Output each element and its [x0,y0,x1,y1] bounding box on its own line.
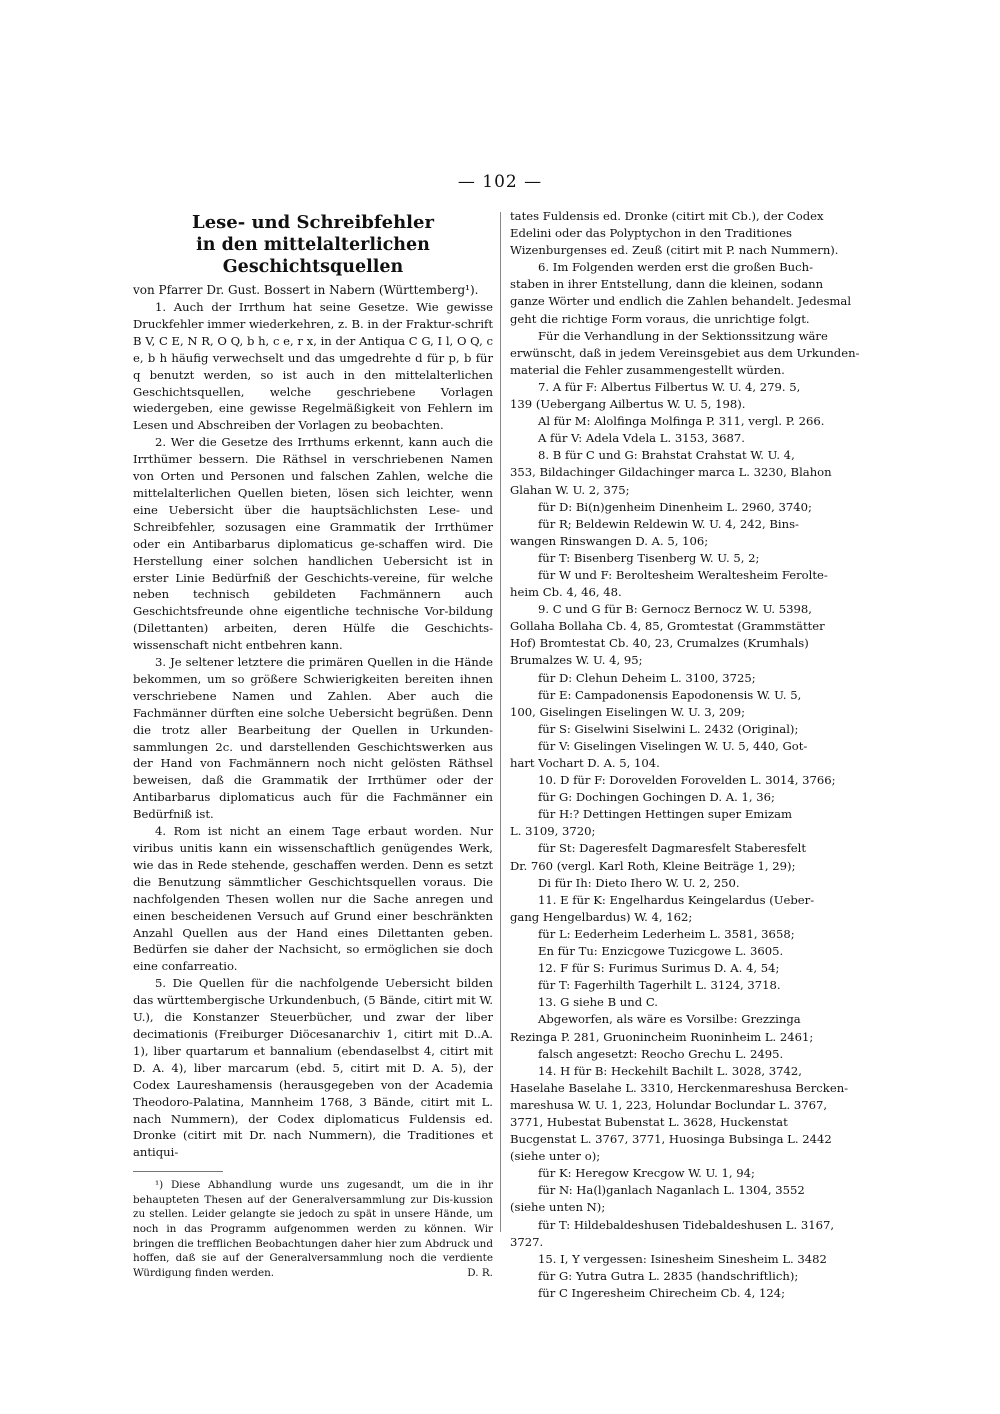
text-line: A für V: Adela Vdela L. 3153, 3687. [538,431,745,446]
text-line: für D: Bi(n)genheim Dinenheim L. 2960, 3740; [538,499,812,514]
left-column [133,208,493,1280]
text-line: für V: Giselingen Viselingen W. U. 5, 440, Got- [538,738,808,753]
text-line: L. 3109, 3720; [510,824,596,839]
text-line: (siehe unter o); [510,1149,601,1164]
text-line: für K: Heregow Krecgow W. U. 1, 94; [538,1166,755,1181]
text-line: für S: Giselwini Siselwini L. 2432 (Original); [538,721,799,736]
text-line: für L: Eederheim Lederheim L. 3581, 3658; [538,926,795,941]
text-line: für St: Dageresfelt Dagmaresfelt Staberesfelt [538,841,806,856]
column-divider [500,212,501,1232]
text-line: für T: Bisenberg Tisenberg W. U. 5, 2; [538,550,760,565]
text-line: ganze Wörter und endlich die Zahlen behandelt. Jedesmal [510,294,852,309]
text-line: Rezinga P. 281, Gruonincheim Ruoninheim L. 2461; [510,1029,814,1044]
text-line: 11. E für K: Engelhardus Keingelardus (Ueber- [538,892,815,907]
text-line: 100, Giselingen Eiselingen W. U. 3, 209; [510,704,746,719]
text-line: Edelini oder das Polyptychon in den Traditiones [510,226,793,241]
text-line: 10. D für F: Dorovelden Forovelden L. 3014, 3766; [538,773,836,788]
text-line: Für die Verhandlung in der Sektionssitzung wäre [538,328,828,343]
text-line: staben in ihrer Entstellung, dann die kleinen, sodann [510,277,824,292]
paragraph: 5. Die Quellen für die nachfolgende Uebersicht bilden das württembergische Urkundenbuch, (5 Bände, citirt mit W. U.), die Konstanzer Steuerbücher, und zwar der liber decimationis (Freiburger Diöcesanarchiv 1, citirt mit D..A. 1), liber quartarum et bannalium (ebendaselbst 4, citirt mit D. A. 4), liber marcarum (ebd. 5, citirt mit D. A. 5), der Codex Laureshamensis (herausgegeben von der Academia Theodoro-Palatina, Mannheim 1768, 3 Bände, citirt mit L. nach Nummern), der Codex diplomaticus Fuldensis ed. Dronke (citirt mit Dr. nach Nummern), die Traditiones et antiqui- [133,976,493,1160]
author-line: von Pfarrer Dr. Gust. Bossert in Nabern (Württemberg¹). [133,283,479,297]
text-line: für G: Yutra Gutra L. 2835 (handschriftlich); [538,1268,799,1283]
text-line: (siehe unten N); [510,1200,606,1215]
footnote-text: ¹) Diese Abhandlung wurde uns zugesandt, um die in ihr behaupteten Thesen auf der Generalversammlung zur Dis-kussion zu stellen. Leider gelangte sie jedoch zu spät in unsere Hände, um noch in das Programm aufgenommen werden zu können. Wir bringen die trefflichen Beobachtungen daher hier zum Abdruck und hoffen, daß sie auf der Generalversammlung noch die verdiente Würdigung finden werden. [133,1179,493,1279]
text-line: Hof) Bromtestat Cb. 40, 23, Crumalzes (Krumhals) [510,636,809,651]
text-line: 6. Im Folgenden werden erst die großen Buch- [538,260,813,275]
text-line: für T: Fagerhilth Tagerhilt L. 3124, 3718. [538,978,781,993]
text-line: Glahan W. U. 2, 375; [510,482,630,497]
article-title-line-2: in den mittelalterlichen Geschichtsquellen [196,235,430,277]
text-line: 3771, Hubestat Bubenstat L. 3628, Huckenstat [510,1114,788,1129]
text-line: Gollaha Bollaha Cb. 4, 85, Gromtestat (Grammstätter [510,619,825,634]
paragraph: 4. Rom ist nicht an einem Tage erbaut worden. Nur viribus unitis kann ein wissenschaftlich genügendes Werk, wie das in Rede stehende, geschaffen werden. Denn es setzt die Benutzung sämmtlicher Geschichtsquellen voraus. Die nachfolgenden Thesen wollen nur die Sache anregen und einen bescheidenen Versuch auf Grund einer beschränkten Anzahl Quellen aus der Hand eines Dilettanten geben. Bedürfen sie daher der Nachsicht, so ermöglichen sie doch eine confarreatio. [133,824,493,974]
paragraph: 1. Auch der Irrthum hat seine Gesetze. Wie gewisse Druckfehler immer wiederkehren, z. B. in der Fraktur-schrift B V, C E, N R, O Q, b h, c e, r x, in der Antiqua C G, I l, O Q, c e, b h häufig verwechselt und das umgedrehte d für p, b für q benutzt werden, so ist auch in den mittelalterlichen Geschichtsquellen, welche geschriebene Vorlagen wiedergeben, eine gewisse Regelmäßigkeit von Fehlern im Lesen und Abschreiben der Vorlagen zu beobachten. [133,300,493,433]
text-line: Di für Ih: Dieto Ihero W. U. 2, 250. [538,875,740,890]
text-line: Abgeworfen, als wäre es Vorsilbe: Grezzinga [538,1012,801,1027]
text-line: mareshusa W. U. 1, 223, Holundar Boclundar L. 3767, [510,1097,828,1112]
right-column [510,208,885,1302]
text-line: geht die richtige Form voraus, die unrichtige folgt. [510,311,810,326]
text-line: Haselahe Baselahe L. 3310, Herckenmareshusa Bercken- [510,1080,849,1095]
text-line: Wizenburgenses ed. Zeuß (citirt mit P. nach Nummern). [510,243,839,258]
text-line: wangen Rinswangen D. A. 5, 106; [510,533,709,548]
text-line: für R; Beldewin Reldewin W. U. 4, 242, Bins- [538,516,799,531]
text-line: 139 (Uebergang Ailbertus W. U. 5, 198). [510,397,746,412]
text-line: für C Ingeresheim Chirecheim Cb. 4, 124; [538,1285,786,1300]
text-line: für T: Hildebaldeshusen Tidebaldeshusen L. 3167, [538,1217,835,1232]
text-line: 14. H für B: Heckehilt Bachilt L. 3028, 3742, [538,1063,802,1078]
text-line: Bucgenstat L. 3767, 3771, Huosinga Bubsinga L. 2442 [510,1132,832,1147]
article-title-line-1: Lese- und Schreibfehler [192,212,434,233]
text-line: Dr. 760 (vergl. Karl Roth, Kleine Beiträge 1, 29); [510,858,796,873]
footnote-signature: D. R. [467,1266,493,1279]
text-line: 12. F für S: Furimus Surimus D. A. 4, 54; [538,961,780,976]
text-line: 353, Bildachinger Gildachinger marca L. 3230, Blahon [510,465,832,480]
text-line: Brumalzes W. U. 4, 95; [510,653,643,668]
text-line: für N: Ha(l)ganlach Naganlach L. 1304, 3552 [538,1183,805,1198]
text-line: En für Tu: Enzicgowe Tuzicgowe L. 3605. [538,944,784,959]
text-line: für D: Clehun Deheim L. 3100, 3725; [538,670,756,685]
text-line: gang Hengelbardus) W. 4, 162; [510,909,693,924]
text-line: hart Vochart D. A. 5, 104. [510,756,660,770]
text-line: Al für M: Alolfinga Molfinga P. 311, vergl. P. 266. [538,414,825,429]
paragraph: 2. Wer die Gesetze des Irrthums erkennt, kann auch die Irrthümer bessern. Die Räthsel in verschriebenen Namen von Orten und Personen und falschen Zahlen, welche die mittelalterlichen Quellen bieten, lösen sich leichter, wenn eine Uebersicht über die hauptsächlichsten Lese- und Schreibfehler, sozusagen eine Grammatik der Irrthümer oder ein Antibarbarus diplomaticus ge-schaffen wird. Die Herstellung einer solchen handlichen Uebersicht ist in erster Linie Bedürfniß der Geschichts-vereine, für welche neben technisch gebildeten Fachmännern auch Geschichtsfreunde ohne eigentliche technische Vor-bildung (Dilettanten) arbeiten, deren Hülfe die Geschichts-wissenschaft nicht entbehren kann. [133,435,493,653]
text-line: 3727. [510,1234,544,1249]
text-line: für W und F: Beroltesheim Weraltesheim Ferolte- [538,567,828,582]
footnote-rule [133,1171,223,1172]
text-line: erwünscht, daß in jedem Vereinsgebiet aus dem Urkunden- [510,345,860,360]
text-line: 13. G siehe B und C. [538,995,658,1010]
text-line: falsch angesetzt: Reocho Grechu L. 2495. [538,1046,784,1061]
paragraph: 3. Je seltener letztere die primären Quellen in die Hände bekommen, um so größere Schwierigkeiten bereiten ihnen verschriebene Namen und Zahlen. Aber auch die Fachmänner dürften eine solche Uebersicht begrüßen. Denn die trotz aller Bearbeitung der Quellen in Urkunden-sammlungen 2c. und darstellenden Geschichtswerken aus der Hand von Fachmännern noch nicht gelösten Räthsel beweisen, daß die Grammatik der Irrthümer oder der Antibarbarus diplomaticus auch für die Fachmänner ein Bedürfniß ist. [133,655,493,822]
text-line: für H:? Dettingen Hettingen super Emizam [538,807,792,822]
text-line: 7. A für F: Albertus Filbertus W. U. 4, 279. 5, [538,379,801,394]
text-line: für G: Dochingen Gochingen D. A. 1, 36; [538,790,775,805]
text-line: material die Fehler zusammengestellt würden. [510,362,785,377]
text-line: für E: Campadonensis Eapodonensis W. U. 5, [538,687,802,702]
text-line: heim Cb. 4, 46, 48. [510,585,622,600]
text-line: tates Fuldensis ed. Dronke (citirt mit Cb.), der Codex [510,209,824,223]
text-line: 9. C und G für B: Gernocz Bernocz W. U. 5398, [538,602,812,617]
page-number: — 102 — [457,172,543,192]
text-line: 15. I, Y vergessen: Isinesheim Sinesheim L. 3482 [538,1251,827,1266]
text-line: 8. B für C und G: Brahstat Crahstat W. U. 4, [538,448,795,463]
left-paragraphs [133,299,493,1161]
footnote [133,1178,493,1280]
